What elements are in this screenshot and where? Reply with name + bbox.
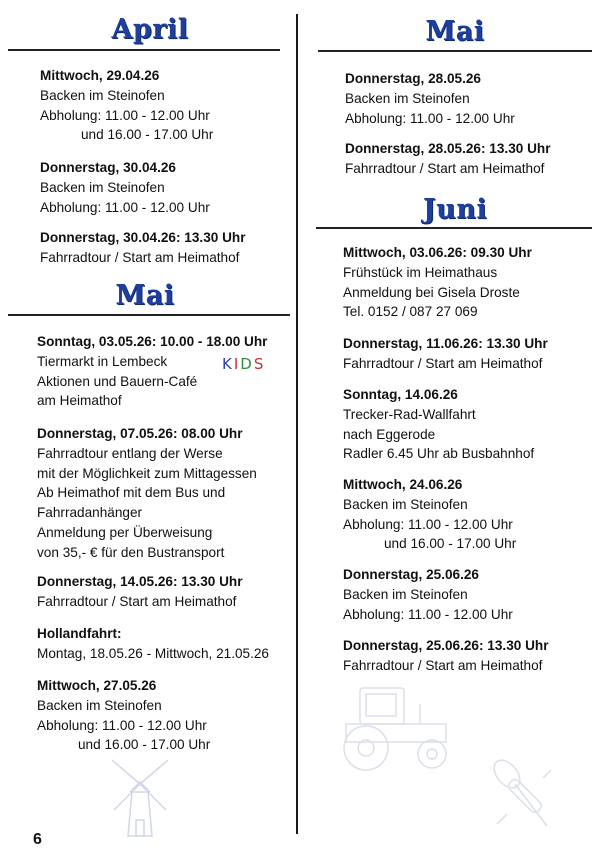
month-underline-mai — [8, 314, 290, 316]
event-text: Backen im Steinofen — [40, 87, 165, 103]
event-text: Abholung: 11.00 - 12.00 Uhr — [37, 717, 207, 733]
event-text: Fahrradtour / Start am Heimathof — [40, 249, 240, 265]
month-underline-mai — [318, 50, 592, 52]
event-text: Abholung: 11.00 - 12.00 Uhr — [343, 516, 513, 532]
event-entry — [343, 385, 534, 464]
event-entry — [343, 565, 513, 624]
month-underline-juni — [316, 227, 592, 229]
event-date: Donnerstag, 07.05.26: 08.00 Uhr — [37, 426, 243, 441]
month-heading-mai: Mai — [115, 280, 175, 311]
event-date: Donnerstag, 14.05.26: 13.30 Uhr — [37, 574, 243, 589]
event-text: Backen im Steinofen — [37, 697, 162, 713]
event-text: Abholung: 11.00 - 12.00 Uhr — [40, 199, 210, 215]
event-date: Donnerstag, 30.04.26: 13.30 Uhr — [40, 230, 246, 245]
event-entry — [343, 475, 516, 554]
event-text: mit der Möglichkeit zum Mittagessen — [37, 465, 257, 481]
event-entry — [37, 676, 210, 755]
month-underline-april — [8, 49, 280, 51]
column-divider — [296, 14, 298, 834]
kids-letter: S — [253, 355, 266, 373]
event-text: Backen im Steinofen — [345, 90, 470, 106]
event-entry — [37, 624, 269, 664]
month-heading-april: April — [111, 14, 189, 45]
event-text: Ab Heimathof mit dem Bus und — [37, 485, 226, 501]
kids-letter: I — [233, 355, 241, 373]
event-date: Sonntag, 14.06.26 — [343, 387, 458, 402]
kids-letter: D — [240, 355, 254, 373]
event-date: Mittwoch, 27.05.26 — [37, 678, 157, 693]
event-date: Donnerstag, 30.04.26 — [40, 160, 176, 175]
event-text: und 16.00 - 17.00 Uhr — [384, 536, 517, 552]
event-text: Anmeldung bei Gisela Droste — [343, 284, 520, 300]
event-date: Donnerstag, 28.05.26: 13.30 Uhr — [345, 141, 551, 156]
event-text: Abholung: 11.00 - 12.00 Uhr — [40, 107, 210, 123]
event-text: Aktionen und Bauern-Café — [37, 373, 198, 389]
event-text: Fahrradanhänger — [37, 505, 143, 521]
event-entry — [40, 66, 213, 145]
event-entry — [40, 228, 246, 268]
event-text: Radler 6.45 Uhr ab Busbahnhof — [343, 446, 535, 462]
event-entry — [37, 424, 257, 563]
event-date: Sonntag, 03.05.26: 10.00 - 18.00 Uhr — [37, 334, 268, 349]
event-text: Abholung: 11.00 - 12.00 Uhr — [345, 110, 515, 126]
event-text: nach Eggerode — [343, 426, 436, 442]
event-date: Donnerstag, 28.05.26 — [345, 71, 481, 86]
event-date: Mittwoch, 29.04.26 — [40, 68, 160, 83]
event-date: Donnerstag, 25.06.26: 13.30 Uhr — [343, 638, 549, 653]
event-text: Backen im Steinofen — [40, 179, 165, 195]
baking-utensils-icon — [485, 756, 561, 836]
event-text: Frühstück im Heimathaus — [343, 264, 498, 280]
event-date: Donnerstag, 25.06.26 — [343, 567, 479, 582]
event-entry — [343, 334, 548, 374]
event-text: Abholung: 11.00 - 12.00 Uhr — [343, 606, 513, 622]
event-text: Fahrradtour / Start am Heimathof — [343, 657, 543, 673]
event-text: Fahrradtour / Start am Heimathof — [343, 355, 543, 371]
event-date: Donnerstag, 11.06.26: 13.30 Uhr — [343, 336, 548, 351]
event-text: Fahrradtour / Start am Heimathof — [37, 593, 237, 609]
month-heading-mai: Mai — [425, 16, 485, 47]
event-entry — [343, 243, 532, 322]
event-text: und 16.00 - 17.00 Uhr — [78, 737, 211, 753]
page-number: 6 — [33, 831, 42, 848]
kids-letter: K — [222, 355, 234, 373]
event-text: Tel. 0152 / 087 27 069 — [343, 304, 478, 320]
event-text: von 35,- € für den Bustransport — [37, 544, 225, 560]
month-heading-juni: Juni — [422, 194, 488, 225]
event-text: Montag, 18.05.26 - Mittwoch, 21.05.26 — [37, 645, 269, 661]
event-text: Anmeldung per Überweisung — [37, 524, 213, 540]
event-date: Mittwoch, 24.06.26 — [343, 477, 463, 492]
kids-label — [222, 355, 265, 373]
event-date: Hollandfahrt: — [37, 626, 122, 641]
event-text: Tiermarkt in Lembeck — [37, 353, 168, 369]
event-entry — [345, 139, 551, 179]
event-text: Backen im Steinofen — [343, 496, 468, 512]
event-entry — [40, 158, 210, 217]
event-text: Backen im Steinofen — [343, 586, 468, 602]
windmill-icon — [100, 752, 180, 838]
event-entry — [37, 572, 243, 612]
tractor-icon — [336, 682, 456, 774]
event-text: Fahrradtour entlang der Werse — [37, 445, 223, 461]
event-entry — [343, 636, 549, 676]
event-text: am Heimathof — [37, 393, 122, 409]
event-text: und 16.00 - 17.00 Uhr — [81, 127, 214, 143]
event-text: Fahrradtour / Start am Heimathof — [345, 160, 545, 176]
event-date: Mittwoch, 03.06.26: 09.30 Uhr — [343, 245, 532, 260]
event-entry — [345, 69, 515, 128]
event-text: Trecker-Rad-Wallfahrt — [343, 406, 476, 422]
